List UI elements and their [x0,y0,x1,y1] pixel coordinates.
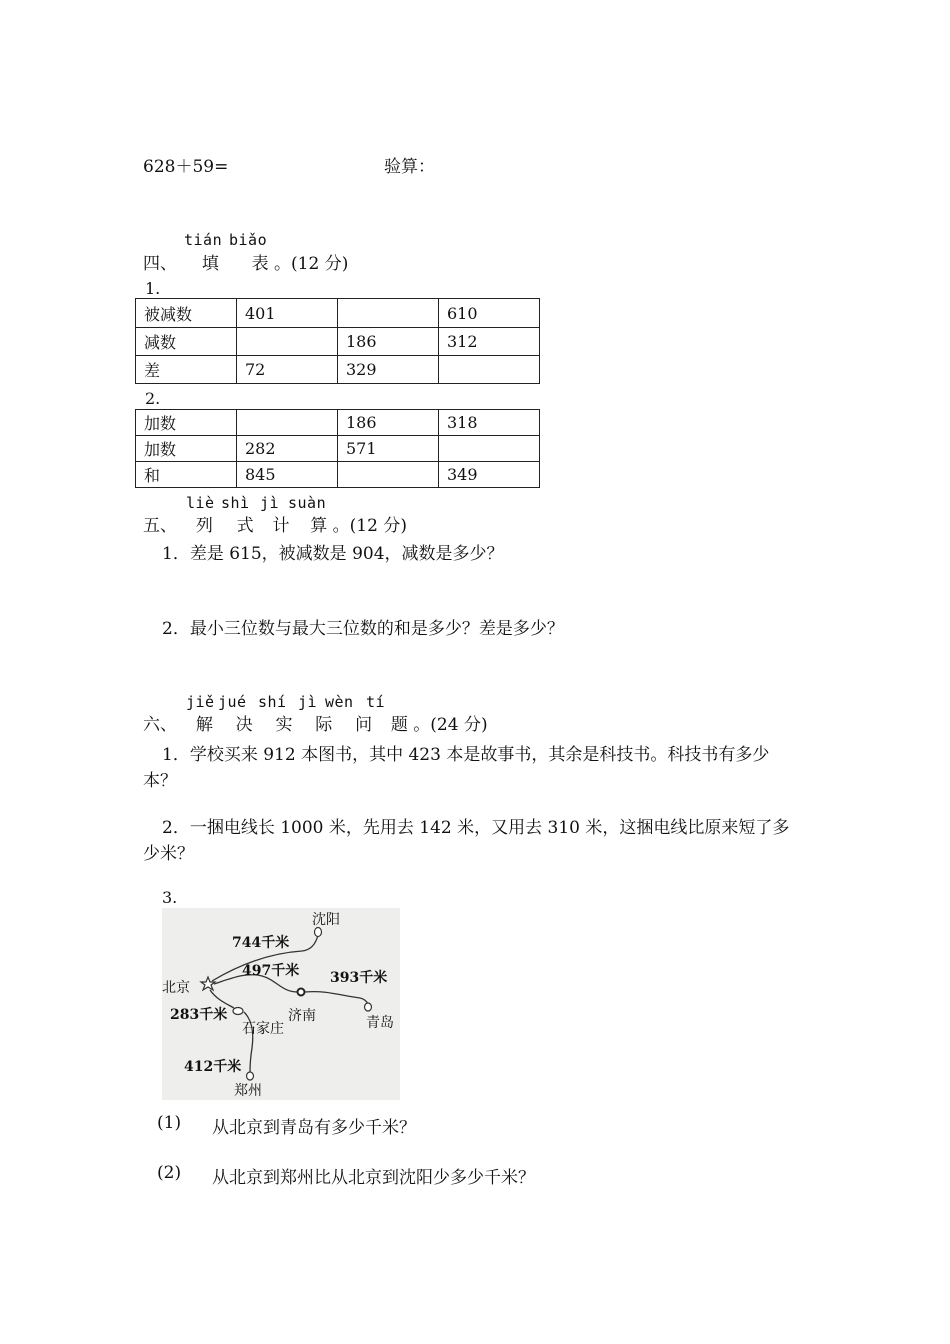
section4-tail: 。(12 分) [274,254,349,274]
section4-char-2: 表 [251,254,269,274]
section6-number: 六、 [143,715,177,735]
table-cell [439,356,540,384]
section6-question-3-label: 3. [162,888,178,907]
city-shenyang: 沈阳 [312,912,340,928]
section6-question-2-line-2: 少米？ [143,844,194,864]
jinan-marker [298,989,305,996]
table-cell [237,410,338,436]
section5-char-1: 列 [195,516,213,536]
section5-char-2: 式 [236,516,254,536]
table-cell: 845 [237,462,338,488]
section6-pinyin-1: jiě [186,693,215,711]
table-cell: 加数 [136,436,237,462]
route-jinan-qingdao [305,992,368,1004]
section5-pinyin-3: jì [260,494,280,512]
table-cell: 312 [439,328,540,356]
section5-pinyin-1: liè [186,494,215,512]
table-cell: 加数 [136,410,237,436]
section4-char-1: 填 [201,254,219,274]
table-cell: 571 [338,436,439,462]
section4-heading [143,249,348,274]
table-cell: 和 [136,462,237,488]
section6-question-1-line-1: 1．学校买来 912 本图书，其中 423 本是故事书，其余是科技书。科技书有多少 [162,745,770,765]
city-shijiazhuang: 石家庄 [242,1021,284,1037]
section4-pinyin-2: biǎo [229,231,268,249]
table-cell: 329 [338,356,439,384]
distance-beijing-shenyang: 744千米 [232,935,290,951]
table-cell: 318 [439,410,540,436]
section5-char-3: 计 [272,516,290,536]
section5-pinyin-2: shì [221,494,250,512]
city-beijing: 北京 [162,980,190,996]
distance-beijing-shijiazhuang: 283千米 [170,1007,228,1023]
table-cell: 186 [338,410,439,436]
table-cell: 被减数 [136,299,237,328]
distance-jinan-qingdao: 393千米 [330,970,388,986]
section4-number: 四、 [143,254,177,274]
table-cell: 差 [136,356,237,384]
table1-label: 1. [145,279,161,298]
section5-char-4: 算 [310,516,328,536]
section6-char-1: 解 [195,715,213,735]
table-cell: 610 [439,299,540,328]
qingdao-marker [365,1003,372,1011]
section6-pinyin-6: tí [366,693,386,711]
section5-heading [143,511,407,536]
section6-question-2-line-1: 2．一捆电线长 1000 米，先用去 142 米，又用去 310 米，这捆电线比原来短了多 [162,818,790,838]
section6-char-4: 际 [315,715,333,735]
section5-question-2: 2．最小三位数与最大三位数的和是多少？差是多少？ [162,619,564,639]
calc-expression: 628＋59= [143,157,229,177]
table-cell [439,436,540,462]
table2-label: 2. [145,389,161,408]
table-cell: 349 [439,462,540,488]
table-cell: 401 [237,299,338,328]
section5-number: 五、 [143,516,177,536]
table-cell: 72 [237,356,338,384]
table-cell [237,328,338,356]
table-cell [338,299,439,328]
section4-pinyin-1: tián [184,231,223,249]
section5-question-1: 1．差是 615，被减数是 904，减数是多少？ [162,544,504,564]
section5-tail: 。(12 分) [332,516,407,536]
section6-char-6: 题 [390,715,408,735]
sub-question-1-number: (1) [157,1113,182,1133]
section6-tail: 。(24 分) [413,715,488,735]
section6-pinyin-3: shí [258,693,287,711]
table-cell: 减数 [136,328,237,356]
route-map [162,908,400,1100]
sub-question-1-text: 从北京到青岛有多少千米？ [212,1118,416,1138]
check-label: 验算： [384,157,435,177]
city-qingdao: 青岛 [366,1015,394,1031]
beijing-star-icon [201,977,215,990]
distance-shijiazhuang-zhengzhou: 412千米 [184,1059,242,1075]
table-cell: 186 [338,328,439,356]
section6-pinyin-5: wèn [325,693,354,711]
section6-pinyin-4: jì [298,693,318,711]
city-zhengzhou: 郑州 [234,1083,262,1099]
section5-pinyin-4: suàn [288,494,327,512]
section6-char-5: 问 [355,715,373,735]
section6-char-3: 实 [275,715,293,735]
section6-char-2: 决 [235,715,253,735]
section6-heading [143,710,488,735]
city-jinan: 济南 [288,1008,316,1024]
sub-question-2-text: 从北京到郑州比从北京到沈阳少多少千米？ [212,1168,535,1188]
subtraction-table [135,298,540,384]
zhengzhou-marker [247,1072,254,1080]
section6-pinyin-2: jué [218,693,247,711]
sub-question-2-number: (2) [157,1163,182,1183]
addition-table [135,409,540,488]
table-cell [338,462,439,488]
distance-beijing-jinan: 497千米 [242,963,300,979]
section6-question-1-line-2: 本？ [143,771,177,791]
shijiazhuang-marker [233,1008,243,1015]
table-cell: 282 [237,436,338,462]
